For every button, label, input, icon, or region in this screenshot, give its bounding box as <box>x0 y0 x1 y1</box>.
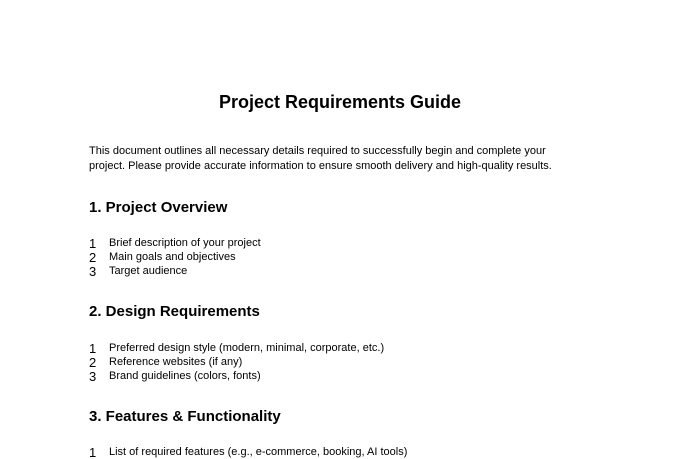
section-heading-design-requirements: 2. Design Requirements <box>89 303 260 320</box>
list-number: 1 <box>89 445 97 459</box>
section-heading-project-overview: 1. Project Overview <box>89 199 228 216</box>
list-text: Main goals and objectives <box>109 251 236 263</box>
list-number: 3 <box>89 369 97 384</box>
document-title: Project Requirements Guide <box>218 92 462 112</box>
list-text: List of required features (e.g., e-commerce, booking, AI tools) <box>109 446 408 458</box>
intro-paragraph <box>89 144 609 173</box>
list-number: 3 <box>89 264 97 279</box>
intro-line-2: project. Please provide accurate information to ensure smooth delivery and high-quality results. <box>89 159 552 172</box>
list-text: Reference websites (if any) <box>109 356 243 368</box>
list-number: 1 <box>89 341 97 356</box>
section-heading-features-functionality: 3. Features & Functionality <box>89 408 281 425</box>
list-number: 1 <box>89 236 97 251</box>
list-number: 2 <box>89 250 97 265</box>
list-text: Preferred design style (modern, minimal, corporate, etc.) <box>109 342 385 354</box>
list-text: Target audience <box>109 265 188 277</box>
list-text: Brand guidelines (colors, fonts) <box>109 370 261 382</box>
list-number: 2 <box>89 355 97 370</box>
intro-line-1: This document outlines all necessary details required to successfully begin and complete your <box>89 145 546 157</box>
list-text: Brief description of your project <box>109 237 261 249</box>
